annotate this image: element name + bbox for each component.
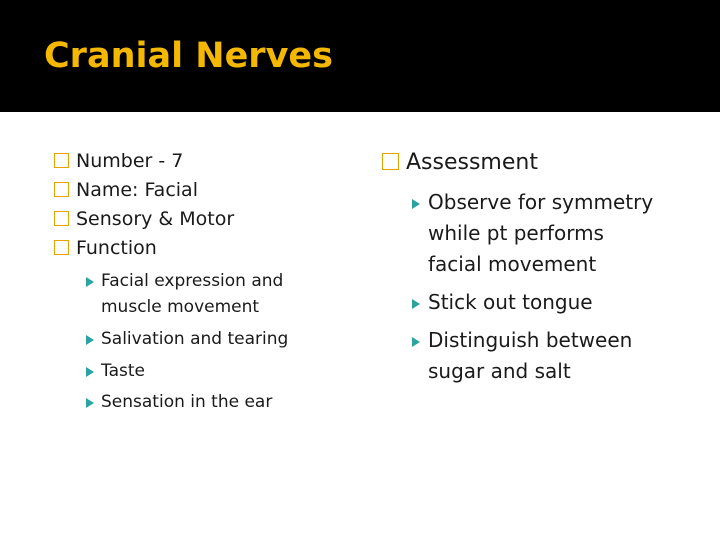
checkbox-bullet-icon: [54, 182, 69, 197]
bullet-number-label: Number - 7: [76, 150, 184, 172]
assessment-heading: Assessment: [406, 150, 538, 175]
arrow-bullet-icon: [86, 335, 94, 345]
checkbox-bullet-icon: [54, 211, 69, 226]
sub-bullet-line: Observe for symmetry: [428, 190, 654, 214]
bullet-name-label: Name: Facial: [76, 179, 198, 201]
sub-bullet-symmetry: [412, 187, 712, 280]
sub-bullet-facial-expression: [86, 266, 346, 322]
sub-bullet-line: Facial expression and: [101, 271, 284, 291]
sub-bullet-sugar-salt: [412, 325, 712, 387]
arrow-bullet-icon: [86, 398, 94, 408]
sub-bullet-line: sugar and salt: [428, 359, 571, 383]
bullet-type-label: Sensory & Motor: [76, 208, 235, 230]
sub-bullet-line: facial movement: [428, 252, 597, 276]
sub-bullet-taste: [86, 356, 346, 386]
bullet-assessment: [382, 151, 538, 175]
sub-bullet-tongue: [412, 287, 712, 318]
arrow-bullet-icon: [86, 367, 94, 377]
sub-bullet-sensation: [86, 387, 346, 417]
bullet-type: [54, 207, 234, 231]
arrow-bullet-icon: [86, 277, 94, 287]
checkbox-bullet-icon: [54, 153, 69, 168]
arrow-bullet-icon: [412, 199, 420, 209]
sub-bullet-line: Sensation in the ear: [101, 392, 273, 412]
checkbox-bullet-icon: [382, 153, 399, 170]
sub-bullet-line: Salivation and tearing: [101, 329, 289, 349]
checkbox-bullet-icon: [54, 240, 69, 255]
arrow-bullet-icon: [412, 337, 420, 347]
title-bar: [0, 0, 720, 112]
slide-title: Cranial Nerves: [44, 36, 333, 76]
sub-bullet-line: muscle movement: [101, 297, 260, 317]
bullet-function: [54, 236, 157, 260]
bullet-function-label: Function: [76, 237, 157, 259]
arrow-bullet-icon: [412, 299, 420, 309]
bullet-name: [54, 178, 198, 202]
sub-bullet-line: Taste: [101, 361, 145, 381]
sub-bullet-line: while pt performs: [428, 221, 604, 245]
bullet-number: [54, 149, 183, 173]
sub-bullet-salivation: [86, 324, 346, 354]
sub-bullet-line: Distinguish between: [428, 328, 633, 352]
sub-bullet-line: Stick out tongue: [428, 290, 593, 314]
